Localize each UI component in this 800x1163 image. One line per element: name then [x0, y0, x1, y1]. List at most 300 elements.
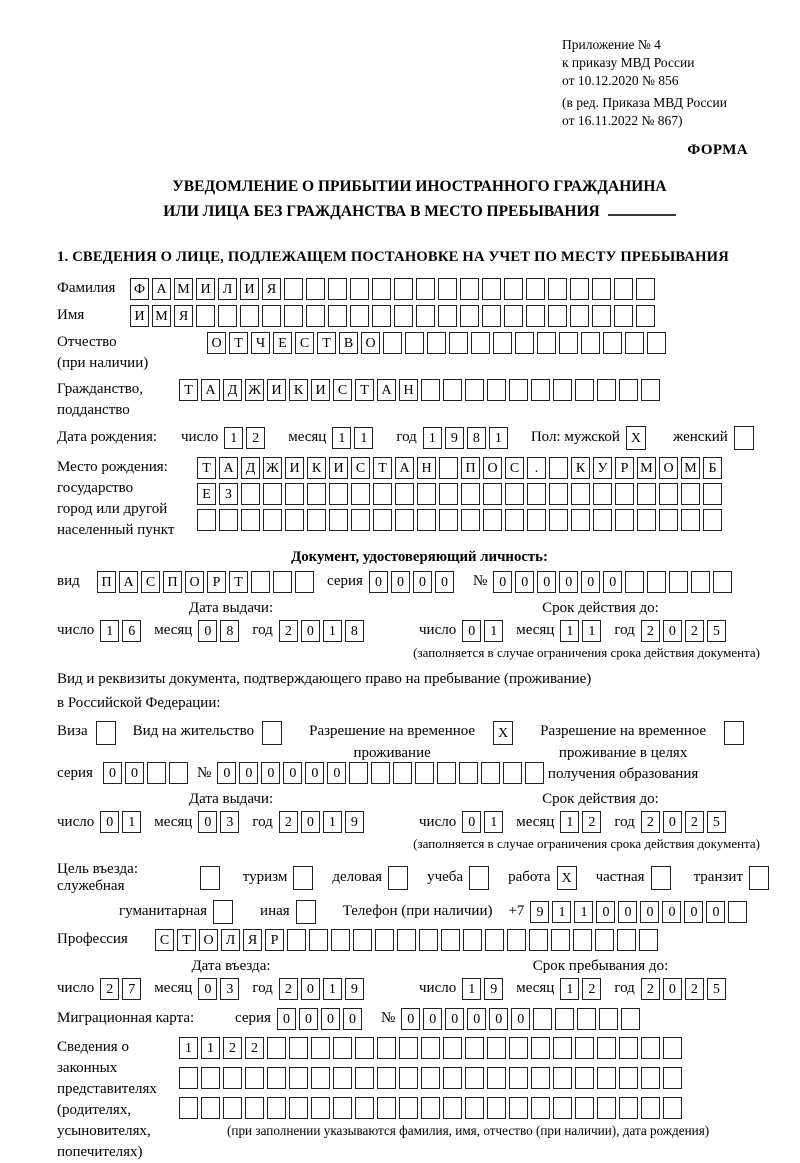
char-cell[interactable] [597, 1067, 616, 1089]
char-cell[interactable] [289, 1037, 308, 1059]
char-cell[interactable]: 0 [277, 1008, 296, 1030]
char-cell[interactable]: 3 [220, 978, 239, 1000]
char-cell[interactable] [526, 305, 545, 327]
char-cell[interactable]: 1 [323, 811, 342, 833]
char-cell[interactable] [637, 509, 656, 531]
char-cell[interactable]: 0 [603, 571, 622, 593]
checkbox-box[interactable] [724, 721, 744, 745]
residence-permit-checkbox[interactable] [262, 721, 285, 745]
char-cell[interactable] [328, 305, 347, 327]
char-cell[interactable] [577, 1008, 596, 1030]
char-cell[interactable] [169, 762, 188, 784]
char-cell[interactable]: 2 [245, 1037, 264, 1059]
char-cell[interactable]: 0 [301, 620, 320, 642]
char-cell[interactable] [647, 332, 666, 354]
char-cell[interactable] [395, 483, 414, 505]
char-cell[interactable] [482, 305, 501, 327]
checkbox-box[interactable] [469, 866, 489, 890]
char-cell[interactable] [527, 509, 546, 531]
checkbox-box[interactable] [388, 866, 408, 890]
char-cell[interactable] [443, 379, 462, 401]
char-cell[interactable] [531, 1097, 550, 1119]
char-cell[interactable] [669, 571, 688, 593]
char-cell[interactable] [263, 483, 282, 505]
char-cell[interactable] [147, 762, 166, 784]
char-cell[interactable] [333, 1067, 352, 1089]
char-cell[interactable] [641, 1037, 660, 1059]
char-cell[interactable]: 9 [530, 901, 549, 923]
char-cell[interactable]: 8 [345, 620, 364, 642]
char-cell[interactable]: 0 [493, 571, 512, 593]
char-cell[interactable]: К [571, 457, 590, 479]
char-cell[interactable]: П [97, 571, 116, 593]
char-cell[interactable]: А [395, 457, 414, 479]
char-cell[interactable]: 1 [484, 620, 503, 642]
char-cell[interactable] [663, 1037, 682, 1059]
char-cell[interactable] [439, 509, 458, 531]
char-cell[interactable]: 8 [467, 427, 486, 449]
char-cell[interactable] [641, 1097, 660, 1119]
char-cell[interactable]: 0 [125, 762, 144, 784]
char-cell[interactable] [399, 1097, 418, 1119]
char-cell[interactable]: И [130, 305, 149, 327]
char-cell[interactable] [245, 1097, 264, 1119]
char-cell[interactable] [636, 278, 655, 300]
char-cell[interactable] [437, 762, 456, 784]
char-cell[interactable]: Я [174, 305, 193, 327]
char-cell[interactable] [416, 305, 435, 327]
char-cell[interactable] [639, 929, 658, 951]
char-cell[interactable]: Т [179, 379, 198, 401]
char-cell[interactable] [575, 1097, 594, 1119]
char-cell[interactable]: П [163, 571, 182, 593]
char-cell[interactable] [179, 1067, 198, 1089]
char-cell[interactable]: Л [218, 278, 237, 300]
char-cell[interactable] [328, 278, 347, 300]
char-cell[interactable]: К [289, 379, 308, 401]
char-cell[interactable]: А [201, 379, 220, 401]
char-cell[interactable]: 6 [122, 620, 141, 642]
char-cell[interactable]: Т [355, 379, 374, 401]
char-cell[interactable] [595, 929, 614, 951]
char-cell[interactable] [559, 332, 578, 354]
char-cell[interactable]: 1 [489, 427, 508, 449]
char-cell[interactable] [351, 483, 370, 505]
char-cell[interactable]: 1 [201, 1037, 220, 1059]
char-cell[interactable]: Р [207, 571, 226, 593]
char-cell[interactable]: 8 [220, 620, 239, 642]
char-cell[interactable] [443, 1097, 462, 1119]
char-cell[interactable] [617, 929, 636, 951]
char-cell[interactable] [351, 509, 370, 531]
char-cell[interactable]: 0 [103, 762, 122, 784]
char-cell[interactable] [527, 483, 546, 505]
char-cell[interactable] [240, 305, 259, 327]
char-cell[interactable] [548, 278, 567, 300]
char-cell[interactable]: 3 [220, 811, 239, 833]
char-cell[interactable]: С [141, 571, 160, 593]
char-cell[interactable]: 0 [305, 762, 324, 784]
char-cell[interactable] [537, 332, 556, 354]
char-cell[interactable] [416, 278, 435, 300]
char-cell[interactable]: 1 [332, 427, 351, 449]
char-cell[interactable]: . [527, 457, 546, 479]
char-cell[interactable] [241, 483, 260, 505]
char-cell[interactable]: А [219, 457, 238, 479]
char-cell[interactable] [307, 483, 326, 505]
char-cell[interactable] [465, 1067, 484, 1089]
char-cell[interactable] [223, 1097, 242, 1119]
checkbox-box[interactable] [749, 866, 769, 890]
char-cell[interactable] [531, 1037, 550, 1059]
char-cell[interactable] [483, 483, 502, 505]
char-cell[interactable]: 9 [345, 811, 364, 833]
char-cell[interactable] [371, 762, 390, 784]
purpose-transit-checkbox[interactable] [749, 866, 772, 890]
char-cell[interactable]: 0 [198, 811, 217, 833]
char-cell[interactable] [273, 571, 292, 593]
char-cell[interactable] [529, 929, 548, 951]
char-cell[interactable]: 1 [323, 978, 342, 1000]
char-cell[interactable]: 0 [537, 571, 556, 593]
char-cell[interactable] [262, 305, 281, 327]
char-cell[interactable] [377, 1067, 396, 1089]
char-cell[interactable]: И [311, 379, 330, 401]
char-cell[interactable]: И [267, 379, 286, 401]
char-cell[interactable]: 2 [685, 811, 704, 833]
char-cell[interactable] [625, 571, 644, 593]
char-cell[interactable] [460, 278, 479, 300]
char-cell[interactable]: 0 [198, 620, 217, 642]
char-cell[interactable]: Т [229, 332, 248, 354]
char-cell[interactable] [533, 1008, 552, 1030]
char-cell[interactable] [526, 278, 545, 300]
char-cell[interactable] [597, 379, 616, 401]
char-cell[interactable]: 0 [299, 1008, 318, 1030]
char-cell[interactable] [306, 305, 325, 327]
char-cell[interactable]: 2 [279, 978, 298, 1000]
char-cell[interactable]: О [185, 571, 204, 593]
char-cell[interactable] [377, 1037, 396, 1059]
char-cell[interactable]: 9 [345, 978, 364, 1000]
char-cell[interactable] [375, 929, 394, 951]
purpose-humanitarian-checkbox[interactable] [213, 900, 236, 924]
char-cell[interactable] [619, 1037, 638, 1059]
char-cell[interactable]: 1 [100, 620, 119, 642]
char-cell[interactable]: И [329, 457, 348, 479]
char-cell[interactable]: 5 [707, 811, 726, 833]
char-cell[interactable]: 5 [707, 978, 726, 1000]
char-cell[interactable] [597, 1097, 616, 1119]
char-cell[interactable] [394, 278, 413, 300]
char-cell[interactable]: О [361, 332, 380, 354]
char-cell[interactable]: К [307, 457, 326, 479]
char-cell[interactable]: 7 [122, 978, 141, 1000]
char-cell[interactable]: 0 [462, 811, 481, 833]
char-cell[interactable] [663, 1097, 682, 1119]
char-cell[interactable] [482, 278, 501, 300]
char-cell[interactable]: 1 [574, 901, 593, 923]
char-cell[interactable]: А [119, 571, 138, 593]
char-cell[interactable] [619, 1067, 638, 1089]
char-cell[interactable] [395, 509, 414, 531]
char-cell[interactable]: У [593, 457, 612, 479]
char-cell[interactable]: М [681, 457, 700, 479]
char-cell[interactable]: 1 [560, 978, 579, 1000]
char-cell[interactable] [509, 1067, 528, 1089]
checkbox-box[interactable]: X [626, 426, 646, 450]
char-cell[interactable] [641, 379, 660, 401]
char-cell[interactable]: 0 [663, 811, 682, 833]
char-cell[interactable] [394, 305, 413, 327]
char-cell[interactable] [399, 1037, 418, 1059]
char-cell[interactable] [439, 457, 458, 479]
char-cell[interactable]: О [483, 457, 502, 479]
char-cell[interactable] [593, 509, 612, 531]
char-cell[interactable] [329, 483, 348, 505]
char-cell[interactable]: 0 [596, 901, 615, 923]
char-cell[interactable] [355, 1097, 374, 1119]
char-cell[interactable] [421, 1067, 440, 1089]
char-cell[interactable]: 2 [685, 978, 704, 1000]
char-cell[interactable] [267, 1097, 286, 1119]
char-cell[interactable]: 0 [401, 1008, 420, 1030]
char-cell[interactable]: 0 [217, 762, 236, 784]
char-cell[interactable] [597, 1037, 616, 1059]
char-cell[interactable]: И [196, 278, 215, 300]
char-cell[interactable] [614, 305, 633, 327]
char-cell[interactable]: 2 [246, 427, 265, 449]
checkbox-box[interactable] [213, 900, 233, 924]
checkbox-box[interactable]: X [557, 866, 577, 890]
char-cell[interactable] [515, 332, 534, 354]
char-cell[interactable] [615, 509, 634, 531]
char-cell[interactable] [311, 1067, 330, 1089]
char-cell[interactable] [449, 332, 468, 354]
char-cell[interactable] [329, 509, 348, 531]
char-cell[interactable] [681, 509, 700, 531]
char-cell[interactable]: 9 [445, 427, 464, 449]
char-cell[interactable] [614, 278, 633, 300]
char-cell[interactable]: 0 [706, 901, 725, 923]
char-cell[interactable] [625, 332, 644, 354]
char-cell[interactable] [571, 509, 590, 531]
char-cell[interactable] [251, 571, 270, 593]
char-cell[interactable] [659, 483, 678, 505]
char-cell[interactable]: С [505, 457, 524, 479]
char-cell[interactable] [355, 1037, 374, 1059]
char-cell[interactable] [509, 379, 528, 401]
char-cell[interactable]: С [351, 457, 370, 479]
char-cell[interactable] [465, 1037, 484, 1059]
char-cell[interactable] [333, 1037, 352, 1059]
char-cell[interactable]: 0 [435, 571, 454, 593]
purpose-official-checkbox[interactable] [200, 866, 223, 890]
purpose-tourism-checkbox[interactable] [293, 866, 316, 890]
char-cell[interactable] [570, 305, 589, 327]
char-cell[interactable] [461, 509, 480, 531]
char-cell[interactable] [553, 1067, 572, 1089]
char-cell[interactable] [465, 1097, 484, 1119]
char-cell[interactable]: 1 [122, 811, 141, 833]
temp-residence-checkbox[interactable] [493, 721, 516, 745]
char-cell[interactable] [487, 1067, 506, 1089]
char-cell[interactable]: С [155, 929, 174, 951]
char-cell[interactable]: 0 [618, 901, 637, 923]
char-cell[interactable] [637, 483, 656, 505]
char-cell[interactable] [503, 762, 522, 784]
char-cell[interactable] [289, 1097, 308, 1119]
char-cell[interactable] [201, 1067, 220, 1089]
char-cell[interactable] [728, 901, 747, 923]
char-cell[interactable]: 2 [279, 811, 298, 833]
char-cell[interactable]: М [152, 305, 171, 327]
char-cell[interactable] [393, 762, 412, 784]
char-cell[interactable] [487, 1097, 506, 1119]
char-cell[interactable] [525, 762, 544, 784]
char-cell[interactable]: 0 [662, 901, 681, 923]
char-cell[interactable]: 0 [445, 1008, 464, 1030]
char-cell[interactable]: А [152, 278, 171, 300]
char-cell[interactable]: 2 [582, 978, 601, 1000]
checkbox-box[interactable]: X [493, 721, 513, 745]
char-cell[interactable] [295, 571, 314, 593]
char-cell[interactable]: 0 [369, 571, 388, 593]
char-cell[interactable] [441, 929, 460, 951]
checkbox-box[interactable] [293, 866, 313, 890]
char-cell[interactable] [307, 509, 326, 531]
char-cell[interactable] [549, 483, 568, 505]
char-cell[interactable] [285, 509, 304, 531]
char-cell[interactable] [349, 762, 368, 784]
char-cell[interactable] [599, 1008, 618, 1030]
char-cell[interactable] [663, 1067, 682, 1089]
char-cell[interactable] [306, 278, 325, 300]
purpose-work-checkbox[interactable] [557, 866, 580, 890]
checkbox-box[interactable] [296, 900, 316, 924]
char-cell[interactable] [421, 1097, 440, 1119]
char-cell[interactable]: М [637, 457, 656, 479]
char-cell[interactable] [641, 1067, 660, 1089]
char-cell[interactable]: Т [373, 457, 392, 479]
char-cell[interactable]: Ж [263, 457, 282, 479]
char-cell[interactable] [459, 762, 478, 784]
checkbox-box[interactable] [262, 721, 282, 745]
char-cell[interactable]: 0 [301, 978, 320, 1000]
char-cell[interactable]: Т [197, 457, 216, 479]
char-cell[interactable] [555, 1008, 574, 1030]
char-cell[interactable] [553, 379, 572, 401]
char-cell[interactable] [570, 278, 589, 300]
char-cell[interactable] [311, 1097, 330, 1119]
purpose-business-checkbox[interactable] [388, 866, 411, 890]
char-cell[interactable] [397, 929, 416, 951]
char-cell[interactable] [603, 332, 622, 354]
char-cell[interactable]: С [333, 379, 352, 401]
char-cell[interactable]: 1 [560, 811, 579, 833]
char-cell[interactable]: 0 [559, 571, 578, 593]
char-cell[interactable] [333, 1097, 352, 1119]
char-cell[interactable]: 0 [515, 571, 534, 593]
char-cell[interactable]: 0 [321, 1008, 340, 1030]
char-cell[interactable] [179, 1097, 198, 1119]
char-cell[interactable] [681, 483, 700, 505]
char-cell[interactable]: М [174, 278, 193, 300]
char-cell[interactable] [417, 483, 436, 505]
char-cell[interactable]: Н [399, 379, 418, 401]
char-cell[interactable]: 0 [423, 1008, 442, 1030]
char-cell[interactable] [373, 509, 392, 531]
char-cell[interactable] [573, 929, 592, 951]
char-cell[interactable] [439, 483, 458, 505]
char-cell[interactable] [691, 571, 710, 593]
char-cell[interactable]: 2 [100, 978, 119, 1000]
char-cell[interactable] [551, 929, 570, 951]
char-cell[interactable]: 0 [391, 571, 410, 593]
checkbox-box[interactable] [734, 426, 754, 450]
char-cell[interactable] [549, 457, 568, 479]
char-cell[interactable]: 0 [663, 620, 682, 642]
char-cell[interactable]: 1 [354, 427, 373, 449]
char-cell[interactable] [509, 1037, 528, 1059]
char-cell[interactable]: 1 [560, 620, 579, 642]
char-cell[interactable]: 2 [582, 811, 601, 833]
char-cell[interactable]: Т [229, 571, 248, 593]
char-cell[interactable]: О [659, 457, 678, 479]
char-cell[interactable] [415, 762, 434, 784]
char-cell[interactable]: Е [273, 332, 292, 354]
char-cell[interactable]: 1 [423, 427, 442, 449]
char-cell[interactable] [636, 305, 655, 327]
char-cell[interactable] [372, 278, 391, 300]
char-cell[interactable]: 2 [641, 811, 660, 833]
char-cell[interactable] [549, 509, 568, 531]
char-cell[interactable]: 1 [552, 901, 571, 923]
char-cell[interactable] [460, 305, 479, 327]
char-cell[interactable] [505, 483, 524, 505]
char-cell[interactable]: Р [615, 457, 634, 479]
char-cell[interactable] [713, 571, 732, 593]
char-cell[interactable]: 0 [640, 901, 659, 923]
char-cell[interactable]: Е [197, 483, 216, 505]
char-cell[interactable]: 0 [301, 811, 320, 833]
char-cell[interactable] [399, 1067, 418, 1089]
purpose-study-checkbox[interactable] [469, 866, 492, 890]
char-cell[interactable]: С [295, 332, 314, 354]
char-cell[interactable] [309, 929, 328, 951]
char-cell[interactable]: 1 [224, 427, 243, 449]
char-cell[interactable] [267, 1067, 286, 1089]
char-cell[interactable] [504, 305, 523, 327]
char-cell[interactable] [438, 305, 457, 327]
char-cell[interactable]: Ф [130, 278, 149, 300]
char-cell[interactable] [483, 509, 502, 531]
char-cell[interactable]: 1 [582, 620, 601, 642]
char-cell[interactable] [311, 1037, 330, 1059]
char-cell[interactable] [241, 509, 260, 531]
char-cell[interactable] [505, 509, 524, 531]
char-cell[interactable] [201, 1097, 220, 1119]
char-cell[interactable] [405, 332, 424, 354]
char-cell[interactable]: Р [265, 929, 284, 951]
char-cell[interactable] [504, 278, 523, 300]
char-cell[interactable]: Т [317, 332, 336, 354]
temp-residence-edu-checkbox[interactable] [724, 721, 747, 745]
char-cell[interactable] [289, 1067, 308, 1089]
char-cell[interactable] [615, 483, 634, 505]
char-cell[interactable]: 9 [484, 978, 503, 1000]
char-cell[interactable] [465, 379, 484, 401]
